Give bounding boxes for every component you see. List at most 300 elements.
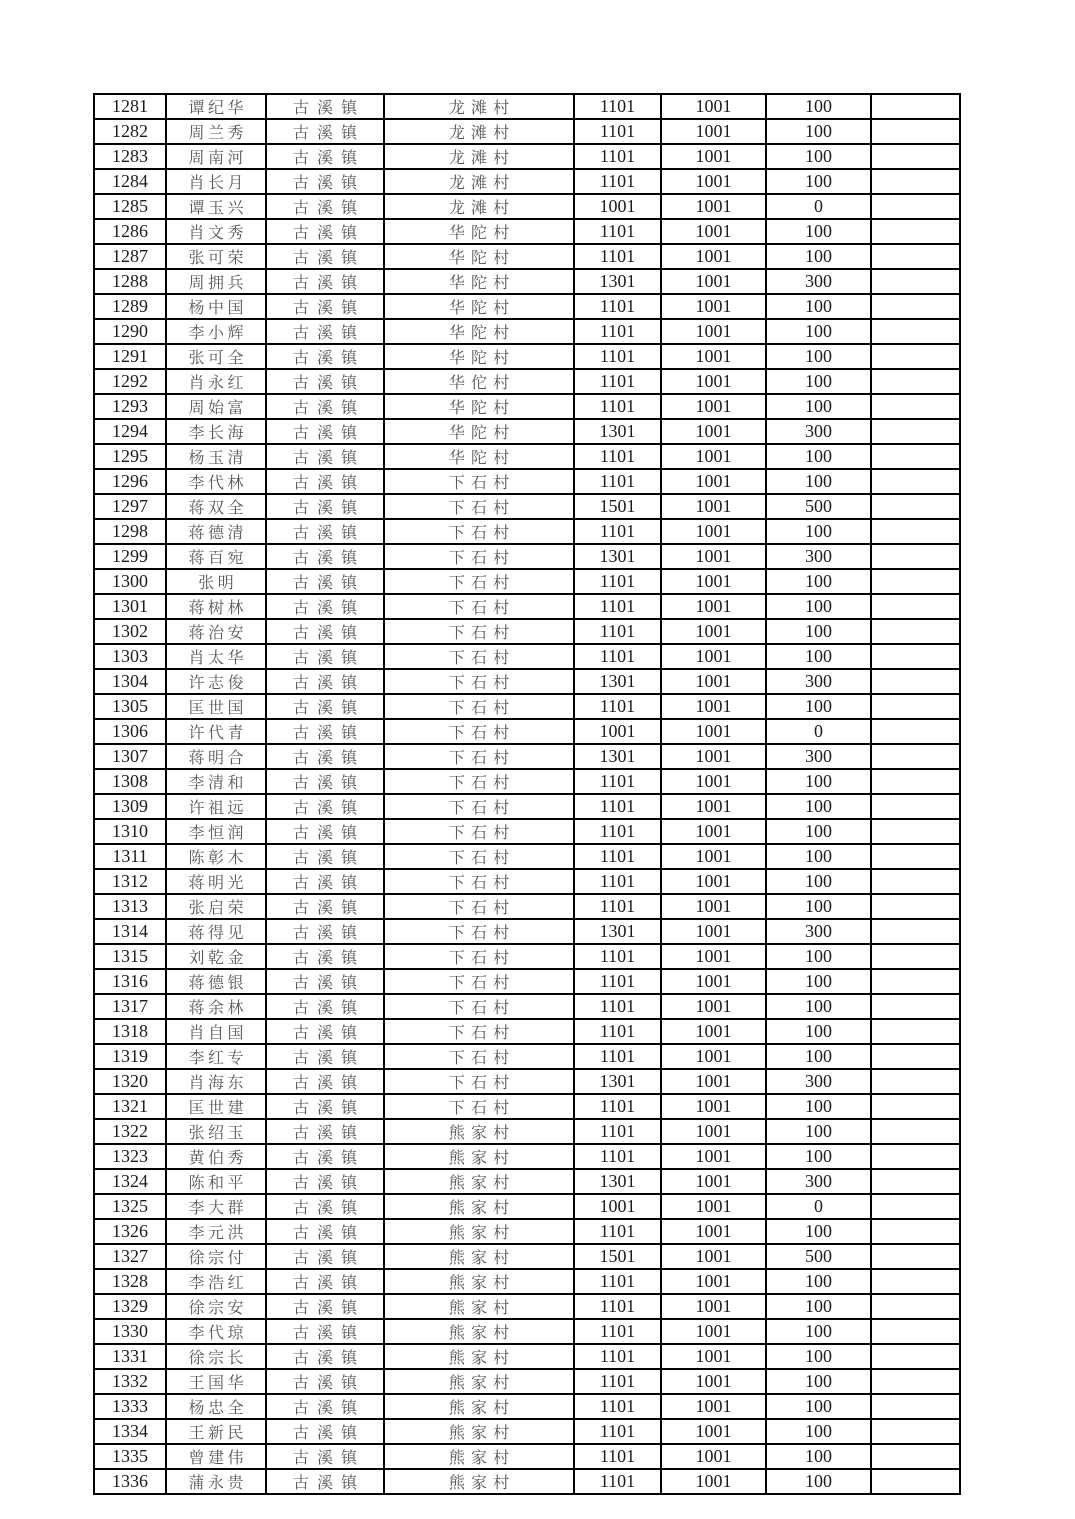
cell-amount-2: 1001: [661, 419, 766, 444]
cell-amount-2: 1001: [661, 1144, 766, 1169]
cell-village: 下石村: [384, 469, 574, 494]
cell-amount-3: 100: [766, 94, 871, 119]
cell-amount-1: 1101: [574, 569, 661, 594]
table-row: [94, 1319, 960, 1344]
cell-amount-3: 100: [766, 1094, 871, 1119]
cell-amount-2: 1001: [661, 1344, 766, 1369]
cell-serial-number: 1293: [94, 394, 166, 419]
cell-town: 古溪镇: [266, 1019, 384, 1044]
cell-town: 古溪镇: [266, 944, 384, 969]
cell-town: 古溪镇: [266, 769, 384, 794]
cell-town: 古溪镇: [266, 644, 384, 669]
cell-town: 古溪镇: [266, 594, 384, 619]
table-row: [94, 594, 960, 619]
cell-amount-2: 1001: [661, 1094, 766, 1119]
cell-town: 古溪镇: [266, 94, 384, 119]
cell-amount-1: 1301: [574, 419, 661, 444]
cell-blank: [871, 619, 960, 644]
cell-serial-number: 1299: [94, 544, 166, 569]
table-row: [94, 1344, 960, 1369]
cell-blank: [871, 544, 960, 569]
cell-village: 下石村: [384, 669, 574, 694]
cell-amount-3: 100: [766, 394, 871, 419]
table-row: [94, 1144, 960, 1169]
cell-village: 华佗村: [384, 369, 574, 394]
cell-blank: [871, 894, 960, 919]
cell-amount-3: 300: [766, 1069, 871, 1094]
cell-town: 古溪镇: [266, 344, 384, 369]
cell-person-name: 杨中国: [166, 294, 266, 319]
cell-amount-1: 1101: [574, 394, 661, 419]
cell-serial-number: 1323: [94, 1144, 166, 1169]
cell-person-name: 蒋树林: [166, 594, 266, 619]
table-row: [94, 1269, 960, 1294]
cell-person-name: 肖自国: [166, 1019, 266, 1044]
cell-town: 古溪镇: [266, 544, 384, 569]
cell-serial-number: 1294: [94, 419, 166, 444]
table-row: [94, 269, 960, 294]
cell-town: 古溪镇: [266, 419, 384, 444]
cell-serial-number: 1322: [94, 1119, 166, 1144]
cell-blank: [871, 419, 960, 444]
table-row: [94, 894, 960, 919]
cell-village: 下石村: [384, 694, 574, 719]
table-row: [94, 1394, 960, 1419]
cell-blank: [871, 394, 960, 419]
cell-village: 下石村: [384, 769, 574, 794]
cell-blank: [871, 1244, 960, 1269]
cell-blank: [871, 744, 960, 769]
cell-blank: [871, 644, 960, 669]
cell-village: 下石村: [384, 1044, 574, 1069]
cell-person-name: 李恒润: [166, 819, 266, 844]
cell-amount-2: 1001: [661, 119, 766, 144]
cell-serial-number: 1302: [94, 619, 166, 644]
table-row: [94, 569, 960, 594]
cell-amount-3: 100: [766, 1394, 871, 1419]
cell-amount-2: 1001: [661, 819, 766, 844]
cell-village: 龙滩村: [384, 144, 574, 169]
cell-amount-3: 100: [766, 644, 871, 669]
cell-town: 古溪镇: [266, 744, 384, 769]
cell-village: 下石村: [384, 619, 574, 644]
cell-person-name: 徐宗长: [166, 1344, 266, 1369]
cell-amount-2: 1001: [661, 1244, 766, 1269]
cell-serial-number: 1333: [94, 1394, 166, 1419]
cell-village: 下石村: [384, 544, 574, 569]
cell-amount-1: 1101: [574, 644, 661, 669]
cell-serial-number: 1297: [94, 494, 166, 519]
cell-person-name: 徐宗付: [166, 1244, 266, 1269]
cell-amount-3: 100: [766, 1019, 871, 1044]
cell-person-name: 蒋百宛: [166, 544, 266, 569]
cell-village: 熊家村: [384, 1269, 574, 1294]
cell-amount-2: 1001: [661, 1119, 766, 1144]
cell-blank: [871, 944, 960, 969]
cell-blank: [871, 1294, 960, 1319]
cell-serial-number: 1303: [94, 644, 166, 669]
cell-blank: [871, 1219, 960, 1244]
cell-town: 古溪镇: [266, 819, 384, 844]
table-row: [94, 419, 960, 444]
cell-amount-1: 1101: [574, 769, 661, 794]
table-row: [94, 294, 960, 319]
cell-amount-2: 1001: [661, 969, 766, 994]
table-row: [94, 494, 960, 519]
cell-village: 华陀村: [384, 344, 574, 369]
cell-town: 古溪镇: [266, 719, 384, 744]
cell-town: 古溪镇: [266, 1094, 384, 1119]
cell-amount-3: 100: [766, 1294, 871, 1319]
cell-person-name: 刘乾金: [166, 944, 266, 969]
cell-amount-2: 1001: [661, 619, 766, 644]
cell-amount-1: 1101: [574, 619, 661, 644]
cell-town: 古溪镇: [266, 1194, 384, 1219]
cell-serial-number: 1319: [94, 1044, 166, 1069]
cell-amount-3: 100: [766, 144, 871, 169]
cell-blank: [871, 1394, 960, 1419]
cell-serial-number: 1296: [94, 469, 166, 494]
cell-amount-2: 1001: [661, 1294, 766, 1319]
cell-amount-2: 1001: [661, 194, 766, 219]
cell-person-name: 张绍玉: [166, 1119, 266, 1144]
table-row: [94, 1019, 960, 1044]
table-row: [94, 444, 960, 469]
cell-amount-1: 1101: [574, 469, 661, 494]
cell-person-name: 张启荣: [166, 894, 266, 919]
cell-amount-1: 1101: [574, 694, 661, 719]
cell-blank: [871, 219, 960, 244]
cell-village: 下石村: [384, 994, 574, 1019]
cell-serial-number: 1301: [94, 594, 166, 619]
cell-amount-2: 1001: [661, 869, 766, 894]
cell-blank: [871, 669, 960, 694]
table-row: [94, 994, 960, 1019]
cell-village: 熊家村: [384, 1394, 574, 1419]
cell-town: 古溪镇: [266, 394, 384, 419]
cell-amount-1: 1101: [574, 1019, 661, 1044]
cell-town: 古溪镇: [266, 469, 384, 494]
cell-village: 华陀村: [384, 419, 574, 444]
cell-amount-3: 100: [766, 1044, 871, 1069]
cell-amount-2: 1001: [661, 1044, 766, 1069]
cell-village: 下石村: [384, 819, 574, 844]
cell-village: 下石村: [384, 1069, 574, 1094]
cell-town: 古溪镇: [266, 269, 384, 294]
cell-amount-2: 1001: [661, 244, 766, 269]
cell-blank: [871, 144, 960, 169]
cell-amount-1: 1101: [574, 1319, 661, 1344]
cell-town: 古溪镇: [266, 669, 384, 694]
cell-serial-number: 1286: [94, 219, 166, 244]
cell-amount-1: 1101: [574, 1369, 661, 1394]
cell-person-name: 周始富: [166, 394, 266, 419]
cell-serial-number: 1282: [94, 119, 166, 144]
cell-amount-3: 300: [766, 744, 871, 769]
cell-amount-1: 1101: [574, 519, 661, 544]
cell-village: 熊家村: [384, 1444, 574, 1469]
cell-person-name: 周南河: [166, 144, 266, 169]
cell-amount-2: 1001: [661, 1394, 766, 1419]
cell-amount-3: 100: [766, 569, 871, 594]
cell-blank: [871, 1469, 960, 1494]
cell-blank: [871, 769, 960, 794]
table-body: [94, 94, 960, 1494]
cell-amount-1: 1101: [574, 319, 661, 344]
cell-blank: [871, 119, 960, 144]
cell-amount-1: 1001: [574, 1194, 661, 1219]
cell-person-name: 许志俊: [166, 669, 266, 694]
cell-village: 熊家村: [384, 1194, 574, 1219]
cell-person-name: 杨玉清: [166, 444, 266, 469]
cell-town: 古溪镇: [266, 794, 384, 819]
table-row: [94, 844, 960, 869]
cell-amount-2: 1001: [661, 919, 766, 944]
cell-amount-3: 300: [766, 544, 871, 569]
cell-blank: [871, 1019, 960, 1044]
cell-amount-2: 1001: [661, 494, 766, 519]
cell-amount-3: 100: [766, 1219, 871, 1244]
cell-blank: [871, 1344, 960, 1369]
cell-blank: [871, 719, 960, 744]
cell-serial-number: 1311: [94, 844, 166, 869]
cell-village: 熊家村: [384, 1469, 574, 1494]
cell-town: 古溪镇: [266, 244, 384, 269]
cell-amount-3: 0: [766, 719, 871, 744]
cell-blank: [871, 369, 960, 394]
cell-town: 古溪镇: [266, 319, 384, 344]
table-row: [94, 394, 960, 419]
cell-amount-3: 100: [766, 444, 871, 469]
cell-amount-1: 1501: [574, 1244, 661, 1269]
cell-serial-number: 1326: [94, 1219, 166, 1244]
table-row: [94, 144, 960, 169]
table-row: [94, 169, 960, 194]
cell-amount-3: 100: [766, 894, 871, 919]
cell-serial-number: 1331: [94, 1344, 166, 1369]
table-row: [94, 219, 960, 244]
cell-amount-1: 1101: [574, 844, 661, 869]
cell-blank: [871, 519, 960, 544]
cell-person-name: 蒋余林: [166, 994, 266, 1019]
cell-town: 古溪镇: [266, 169, 384, 194]
cell-amount-1: 1101: [574, 594, 661, 619]
cell-amount-3: 100: [766, 794, 871, 819]
table-row: [94, 1069, 960, 1094]
cell-serial-number: 1309: [94, 794, 166, 819]
cell-person-name: 蒋明光: [166, 869, 266, 894]
table-row: [94, 1469, 960, 1494]
cell-amount-3: 100: [766, 1419, 871, 1444]
cell-amount-2: 1001: [661, 1069, 766, 1094]
cell-town: 古溪镇: [266, 1069, 384, 1094]
table-row: [94, 1094, 960, 1119]
beneficiary-table: [93, 93, 961, 1495]
cell-amount-1: 1101: [574, 869, 661, 894]
cell-village: 熊家村: [384, 1119, 574, 1144]
cell-amount-3: 100: [766, 244, 871, 269]
cell-amount-3: 100: [766, 819, 871, 844]
cell-person-name: 杨忠全: [166, 1394, 266, 1419]
cell-amount-2: 1001: [661, 94, 766, 119]
cell-amount-2: 1001: [661, 719, 766, 744]
cell-person-name: 李代琼: [166, 1319, 266, 1344]
cell-village: 熊家村: [384, 1219, 574, 1244]
cell-person-name: 陈和平: [166, 1169, 266, 1194]
cell-amount-2: 1001: [661, 569, 766, 594]
cell-village: 华陀村: [384, 244, 574, 269]
cell-person-name: 蒋双全: [166, 494, 266, 519]
cell-village: 熊家村: [384, 1419, 574, 1444]
cell-amount-2: 1001: [661, 744, 766, 769]
cell-blank: [871, 444, 960, 469]
cell-amount-3: 100: [766, 319, 871, 344]
cell-amount-3: 500: [766, 1244, 871, 1269]
table-row: [94, 944, 960, 969]
cell-amount-3: 100: [766, 1444, 871, 1469]
cell-serial-number: 1324: [94, 1169, 166, 1194]
cell-serial-number: 1291: [94, 344, 166, 369]
cell-village: 龙滩村: [384, 194, 574, 219]
cell-amount-2: 1001: [661, 544, 766, 569]
cell-amount-3: 100: [766, 769, 871, 794]
cell-amount-1: 1101: [574, 1444, 661, 1469]
cell-amount-2: 1001: [661, 694, 766, 719]
cell-blank: [871, 94, 960, 119]
table-row: [94, 969, 960, 994]
cell-village: 华陀村: [384, 269, 574, 294]
cell-person-name: 许代青: [166, 719, 266, 744]
cell-serial-number: 1306: [94, 719, 166, 744]
cell-amount-2: 1001: [661, 269, 766, 294]
table-row: [94, 769, 960, 794]
table-row: [94, 819, 960, 844]
cell-amount-3: 300: [766, 919, 871, 944]
cell-person-name: 肖永红: [166, 369, 266, 394]
cell-village: 熊家村: [384, 1344, 574, 1369]
cell-amount-3: 100: [766, 694, 871, 719]
cell-town: 古溪镇: [266, 619, 384, 644]
cell-town: 古溪镇: [266, 569, 384, 594]
cell-town: 古溪镇: [266, 919, 384, 944]
cell-amount-3: 0: [766, 1194, 871, 1219]
cell-town: 古溪镇: [266, 969, 384, 994]
cell-blank: [871, 1419, 960, 1444]
cell-serial-number: 1317: [94, 994, 166, 1019]
cell-blank: [871, 1044, 960, 1069]
cell-amount-1: 1101: [574, 969, 661, 994]
cell-town: 古溪镇: [266, 1119, 384, 1144]
cell-serial-number: 1295: [94, 444, 166, 469]
cell-blank: [871, 919, 960, 944]
table-row: [94, 919, 960, 944]
cell-town: 古溪镇: [266, 1444, 384, 1469]
cell-amount-3: 300: [766, 269, 871, 294]
cell-person-name: 王国华: [166, 1369, 266, 1394]
cell-person-name: 李大群: [166, 1194, 266, 1219]
cell-town: 古溪镇: [266, 119, 384, 144]
cell-village: 下石村: [384, 919, 574, 944]
cell-amount-3: 100: [766, 1319, 871, 1344]
table-row: [94, 1194, 960, 1219]
cell-amount-2: 1001: [661, 844, 766, 869]
cell-blank: [871, 1194, 960, 1219]
cell-village: 下石村: [384, 594, 574, 619]
table-row: [94, 94, 960, 119]
cell-amount-1: 1101: [574, 94, 661, 119]
cell-amount-2: 1001: [661, 369, 766, 394]
cell-amount-1: 1101: [574, 794, 661, 819]
cell-town: 古溪镇: [266, 1219, 384, 1244]
cell-amount-1: 1101: [574, 1419, 661, 1444]
cell-amount-1: 1101: [574, 1469, 661, 1494]
cell-amount-1: 1101: [574, 1219, 661, 1244]
cell-amount-1: 1101: [574, 1294, 661, 1319]
table-row: [94, 744, 960, 769]
cell-person-name: 李长海: [166, 419, 266, 444]
cell-amount-2: 1001: [661, 1444, 766, 1469]
cell-person-name: 张可全: [166, 344, 266, 369]
cell-town: 古溪镇: [266, 1169, 384, 1194]
cell-amount-3: 100: [766, 469, 871, 494]
cell-blank: [871, 269, 960, 294]
cell-amount-2: 1001: [661, 169, 766, 194]
cell-village: 华陀村: [384, 319, 574, 344]
cell-amount-2: 1001: [661, 594, 766, 619]
cell-person-name: 蒋德银: [166, 969, 266, 994]
cell-amount-3: 100: [766, 944, 871, 969]
cell-village: 下石村: [384, 844, 574, 869]
cell-blank: [871, 594, 960, 619]
table-row: [94, 369, 960, 394]
cell-serial-number: 1314: [94, 919, 166, 944]
table-row: [94, 644, 960, 669]
cell-person-name: 肖长月: [166, 169, 266, 194]
cell-blank: [871, 1369, 960, 1394]
cell-blank: [871, 1119, 960, 1144]
cell-village: 下石村: [384, 744, 574, 769]
cell-town: 古溪镇: [266, 1469, 384, 1494]
cell-town: 古溪镇: [266, 994, 384, 1019]
cell-amount-3: 100: [766, 519, 871, 544]
table-row: [94, 244, 960, 269]
cell-village: 熊家村: [384, 1169, 574, 1194]
cell-serial-number: 1281: [94, 94, 166, 119]
table-row: [94, 194, 960, 219]
cell-person-name: 李红专: [166, 1044, 266, 1069]
cell-amount-3: 100: [766, 594, 871, 619]
cell-person-name: 张可荣: [166, 244, 266, 269]
cell-amount-3: 300: [766, 419, 871, 444]
cell-amount-1: 1101: [574, 244, 661, 269]
cell-person-name: 蒋治安: [166, 619, 266, 644]
cell-amount-1: 1301: [574, 1069, 661, 1094]
cell-person-name: 周兰秀: [166, 119, 266, 144]
cell-village: 华陀村: [384, 444, 574, 469]
cell-village: 龙滩村: [384, 119, 574, 144]
cell-blank: [871, 1444, 960, 1469]
cell-town: 古溪镇: [266, 1344, 384, 1369]
cell-blank: [871, 244, 960, 269]
cell-blank: [871, 794, 960, 819]
cell-serial-number: 1316: [94, 969, 166, 994]
cell-amount-1: 1101: [574, 119, 661, 144]
table-row: [94, 319, 960, 344]
cell-amount-3: 300: [766, 1169, 871, 1194]
cell-blank: [871, 994, 960, 1019]
cell-amount-1: 1101: [574, 1044, 661, 1069]
cell-amount-3: 100: [766, 1469, 871, 1494]
